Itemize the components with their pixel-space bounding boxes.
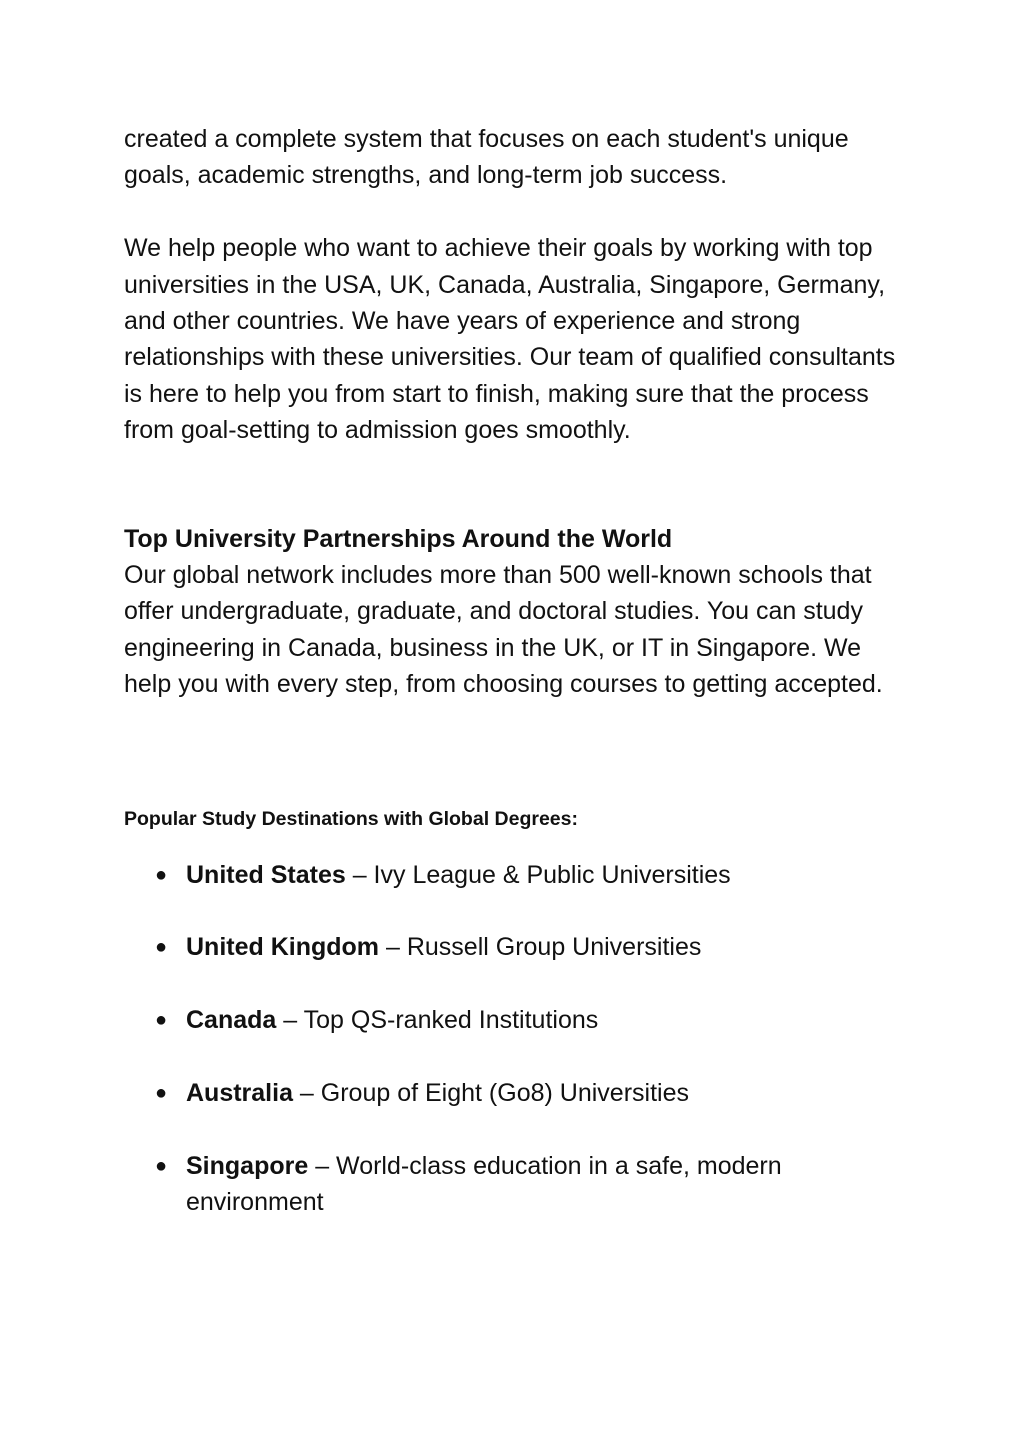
section-heading: Top University Partnerships Around the World <box>124 524 673 553</box>
destination-detail: – Russell Group Universities <box>379 933 702 962</box>
section-body: Our global network includes more than 500 well-known schools that offer undergraduate, graduate, and doctoral studies. You can study engineering in Canada, business in the UK, or IT in Singapore. We help you with every step, from choosing courses to getting accepted. <box>124 561 883 699</box>
destination-name: Australia <box>186 1079 293 1108</box>
destination-detail: – Top QS-ranked Institutions <box>276 1006 599 1035</box>
list-item <box>124 1148 914 1221</box>
destination-detail: – Group of Eight (Go8) Universities <box>292 1079 689 1108</box>
bullet-icon: ● <box>155 1082 168 1105</box>
destination-name: Singapore <box>186 1151 309 1180</box>
destination-name: Canada <box>186 1006 277 1035</box>
destination-name: United Kingdom <box>186 933 380 962</box>
bullet-icon: ● <box>155 936 168 959</box>
intro-paragraph: We help people who want to achieve their goals by working with top universities in the USA, UK, Canada, Australia, Singapore, Germany, and other countries. We have years of experience and strong relationships with these universities. Our team of qualified consultants is here to help you from start to finish, making sure that the process from goal-setting to admission goes smoothly. <box>124 234 896 445</box>
bullet-icon: ● <box>155 1009 168 1032</box>
document-page <box>124 121 914 1257</box>
destination-detail: – Ivy League & Public Universities <box>345 860 731 889</box>
destination-name: United States <box>186 860 346 889</box>
destinations-heading: Popular Study Destinations with Global Degrees: <box>124 807 578 830</box>
list-item <box>124 857 914 893</box>
intro-paragraph: created a complete system that focuses on each student's unique goals, academic strengths, and long-term job success. <box>124 125 849 190</box>
destination-detail: – World-class education in a safe, modern environment <box>186 1151 782 1217</box>
bullet-icon: ● <box>155 1154 168 1177</box>
bullet-icon: ● <box>155 863 168 886</box>
list-item <box>124 1002 914 1038</box>
list-item <box>124 1075 914 1111</box>
destinations-list <box>124 857 914 1221</box>
list-item <box>124 929 914 965</box>
